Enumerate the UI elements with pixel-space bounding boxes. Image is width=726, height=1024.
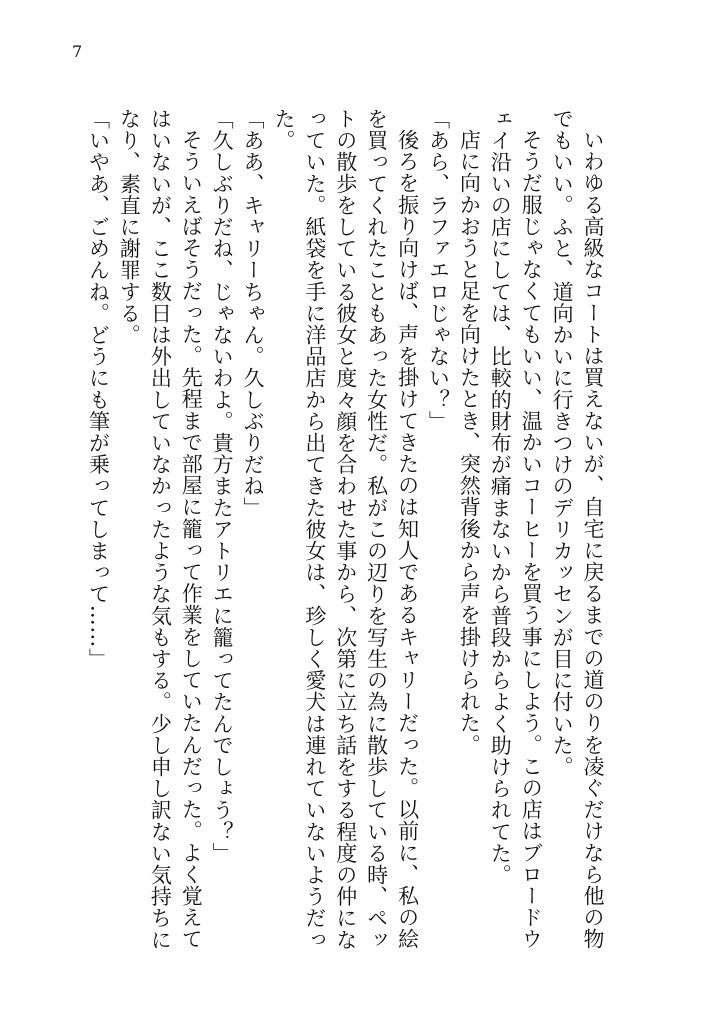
paragraph: 店に向かおうと足を向けたとき、突然背後から声を掛けられた。 (457, 129, 482, 756)
paragraph: 後ろを振り向けば、声を掛けてきたのは知人であるキャリーだった。以前に、私の絵を買ってくれたこともあった女性だ。私がこの辺りを写生の為に散歩している時、ペットの散歩をしている彼女と度々顔を合わせた事から、次第に立ち話をする程度の仲になっていた。紙袋を手に洋品店から出てきた彼女は、珍しく愛犬は連れていないようだった。 (271, 108, 420, 951)
body-text (83, 108, 608, 968)
dialogue-line: 「いやあ、ごめんね。どうにも筆が乗ってしまって……」 (86, 108, 111, 670)
paragraph: そうだ服じゃなくてもいい、温かいコーヒーを買う事にしよう。この店はブロードウェイ沿いの店にしては、比較的財布が痛まないから普段からよく助けられてた。 (488, 108, 544, 950)
paragraph: そういえばそうだった。先程まで部屋に籠って作業をしていたんだった。よく覚えてはいないが、ここ数日は外出していなかったような気もする。少し申し訳ない気持ちになり、素直に謝罪する。 (117, 108, 204, 951)
dialogue-line: 「久しぶりだね、じゃないわよ。貴方またアトリエに籠ってたんでしょう？」 (210, 108, 235, 864)
page-number: 7 (72, 42, 83, 61)
dialogue-line: 「あら、ラファエロじゃない？」 (426, 108, 451, 432)
dialogue-line: 「ああ、キャリーちゃん。久しぶりだね」 (241, 108, 266, 519)
paragraph: いわゆる高級なコートは買えないが、自宅に戻るまでの道のりを凌ぐだけなら他の物でもいい。ふと、道向かいに行きつけのデリカッセンが目に付いた。 (550, 108, 605, 950)
